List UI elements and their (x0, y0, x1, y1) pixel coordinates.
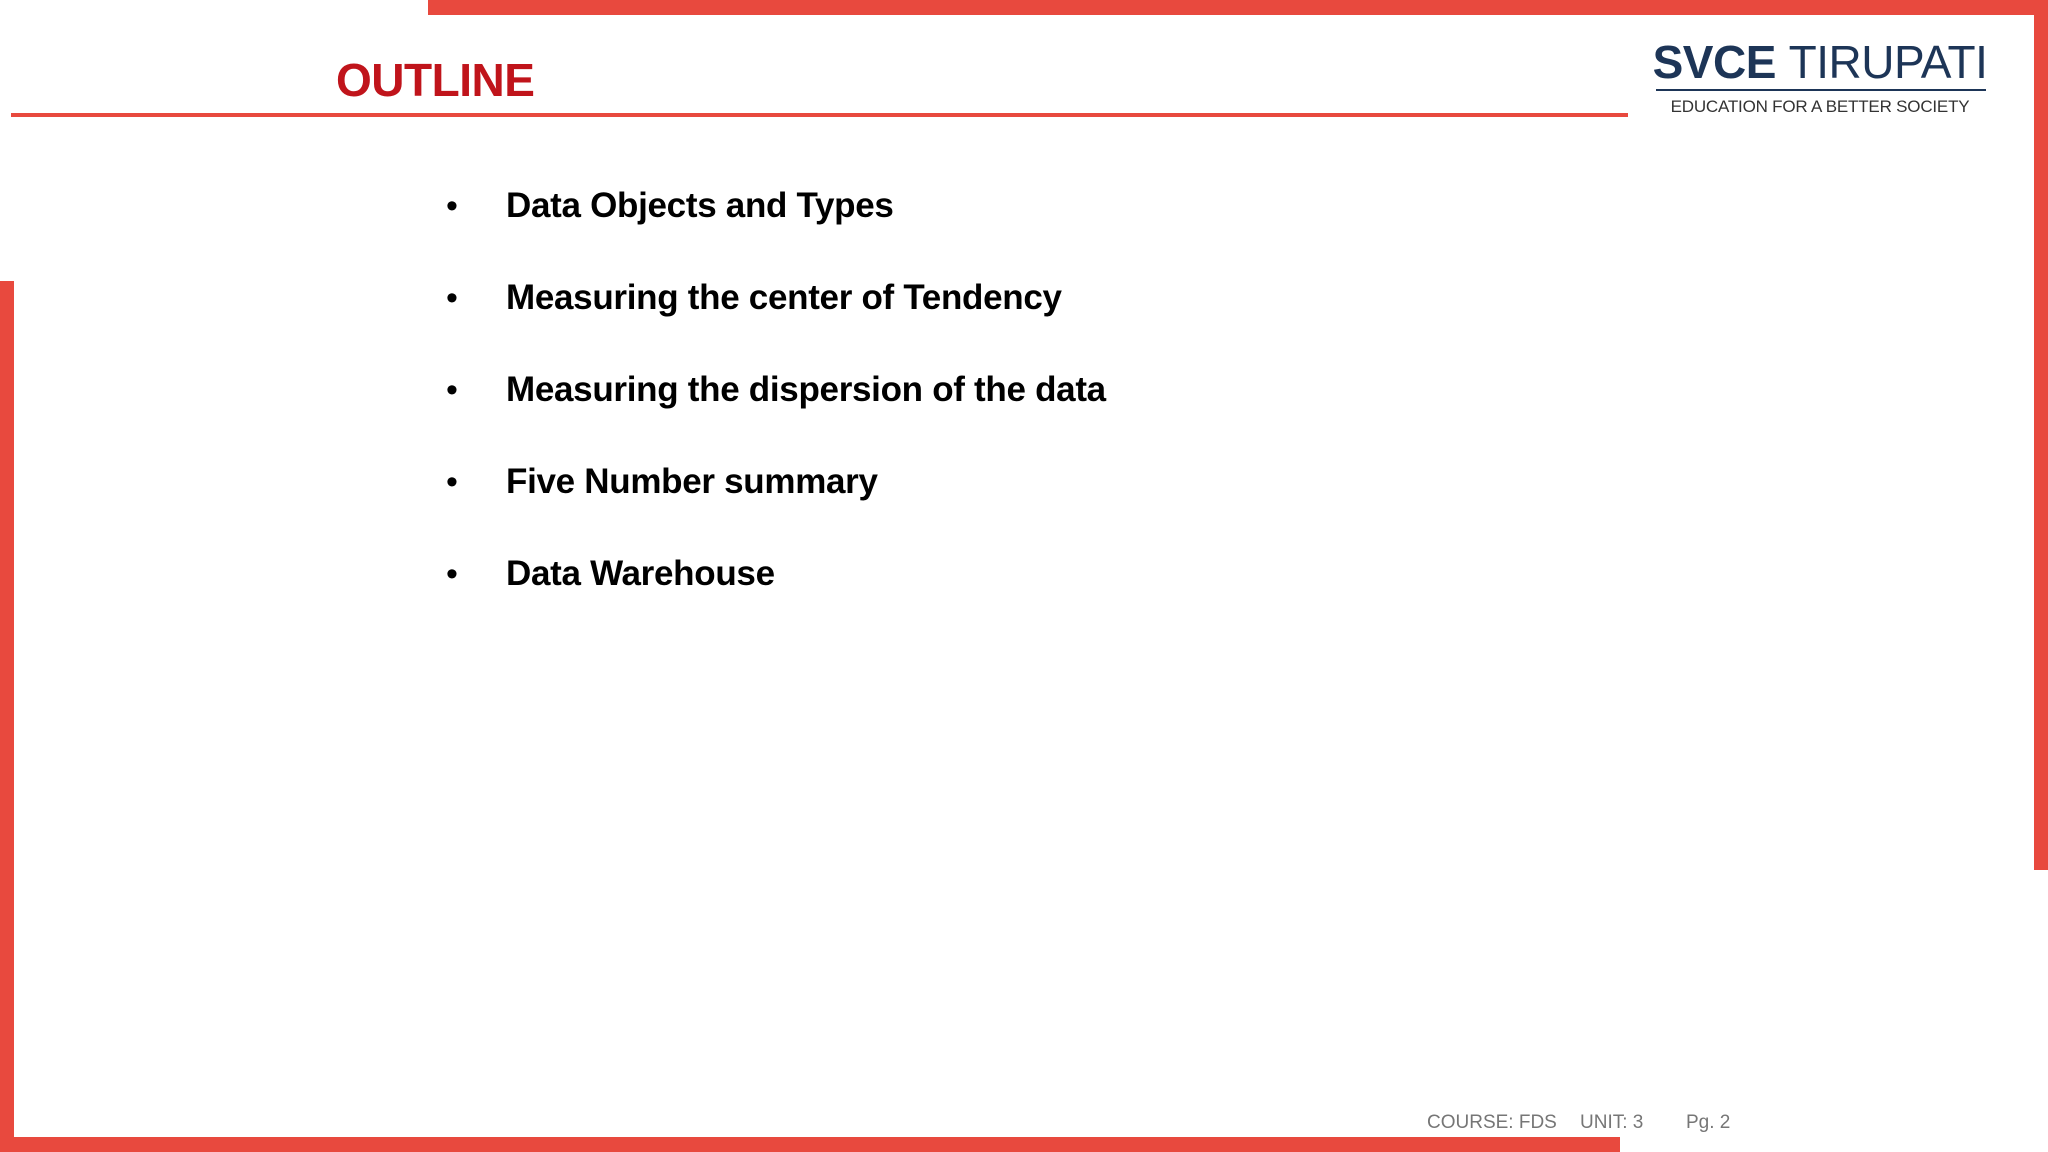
footer-unit: UNIT: 3 (1580, 1112, 1644, 1133)
outline-item (446, 160, 1106, 252)
outline-item-text: Data Objects and Types (506, 186, 894, 225)
logo-divider (1656, 89, 1986, 91)
bullet-icon: • (446, 279, 458, 317)
bullet-icon: • (446, 187, 458, 225)
outline-item-text: Data Warehouse (506, 554, 775, 593)
logo-wordmark (1650, 36, 1990, 88)
outline-item (446, 344, 1106, 436)
bullet-icon: • (446, 463, 458, 501)
top-accent-bar (428, 0, 2048, 15)
right-accent-bar (2034, 0, 2048, 870)
bullet-icon: • (446, 371, 458, 409)
svce-logo (1650, 36, 1990, 122)
outline-item-text: Measuring the dispersion of the data (506, 370, 1106, 409)
logo-tagline: EDUCATION FOR A BETTER SOCIETY (1670, 97, 1970, 116)
slide-title: OUTLINE (336, 54, 535, 106)
outline-item (446, 252, 1106, 344)
logo-strong-text: SVCE (1652, 36, 1776, 88)
footer-page-number: Pg. 2 (1686, 1112, 1731, 1133)
title-underline (11, 113, 1628, 117)
outline-item (446, 528, 1106, 620)
logo-light-text: TIRUPATI (1788, 36, 1988, 88)
outline-item (446, 436, 1106, 528)
outline-item-text: Five Number summary (506, 462, 878, 501)
bullet-icon: • (446, 555, 458, 593)
left-accent-bar (0, 281, 14, 1152)
bottom-accent-bar (0, 1137, 1620, 1152)
outline-list (446, 160, 1106, 620)
footer-course: COURSE: FDS (1427, 1112, 1557, 1133)
outline-item-text: Measuring the center of Tendency (506, 278, 1062, 317)
